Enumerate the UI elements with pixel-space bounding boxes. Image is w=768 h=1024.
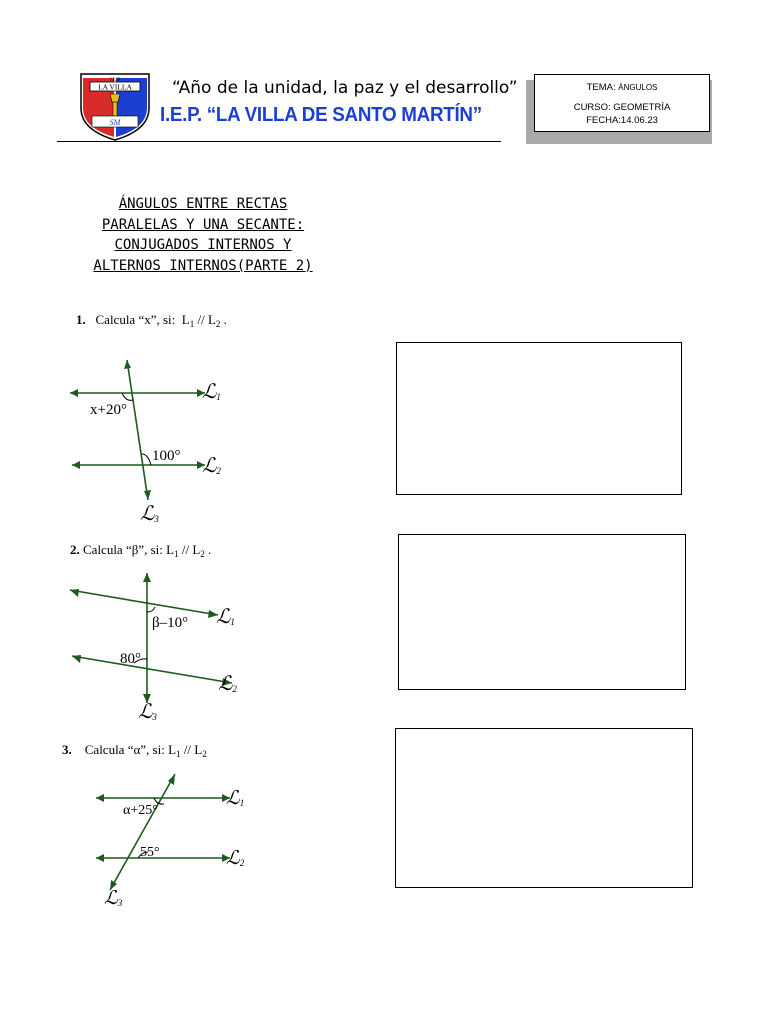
label-l1: ℒ1	[216, 606, 235, 628]
label-l1: ℒ1	[226, 788, 245, 809]
info-box	[534, 74, 710, 132]
logo-top-text: I.E.P	[110, 78, 120, 83]
label-l2: ℒ2	[202, 455, 221, 477]
problem-3-statement: 3. Calcula “α”, si: $L_1 // L_2$	[62, 742, 207, 759]
label-l3: ℒ3	[104, 888, 123, 909]
school-name: I.E.P. “LA VILLA DE SANTO MARTÍN”	[160, 104, 482, 126]
info-fecha: FECHA:14.06.23	[586, 115, 658, 126]
header-divider	[57, 141, 501, 142]
problem-2-statement: 2. Calcula “β”, si: $L_1 // L_2$ .	[70, 542, 212, 559]
logo-monogram: SM	[109, 118, 121, 127]
angle-label-bottom: 55°	[140, 845, 160, 860]
label-l2: ℒ2	[218, 673, 237, 695]
label-l3: ℒ3	[138, 701, 157, 723]
line-l3	[127, 360, 148, 500]
line-l2	[72, 656, 232, 683]
logo-banner-text: LA VILLA	[98, 82, 132, 92]
angle-label-bottom: 80°	[120, 651, 141, 667]
angle-label-top: x+20°	[90, 402, 127, 418]
problem-1-statement: 1. Calcula “x”, si: $L_1 // L_2$ .	[76, 312, 227, 329]
label-l2: ℒ2	[226, 848, 245, 869]
problem-number: 2.	[70, 542, 80, 557]
angle-arc-bottom	[142, 454, 151, 465]
answer-box-3[interactable]	[395, 728, 693, 888]
angle-arc-top	[147, 607, 155, 612]
info-curso: CURSO: GEOMETRÍA	[573, 102, 671, 113]
problem-text: Calcula “x”, si:	[95, 312, 176, 327]
problem-3-figure	[80, 772, 280, 912]
line-l3	[110, 774, 175, 890]
info-tema-label: TEMA:	[586, 82, 616, 93]
problem-1-figure	[60, 350, 250, 530]
problem-number: 3.	[62, 742, 72, 757]
angle-label-top: β–10°	[152, 615, 189, 631]
school-logo	[78, 70, 152, 142]
problem-number: 1.	[76, 312, 86, 327]
line-l1	[70, 590, 218, 615]
label-l1: ℒ1	[202, 381, 221, 403]
page-title: ÁNGULOS ENTRE RECTAS PARALELAS Y UNA SECANTE: CONJUGADOS INTERNOS Y ALTERNOS INTERNOS(PARTE 2)	[93, 196, 313, 274]
angle-label-top: α+25°	[123, 803, 158, 818]
problem-2-figure	[60, 568, 250, 728]
answer-box-1[interactable]	[396, 342, 682, 495]
label-l3: ℒ3	[140, 503, 159, 525]
info-tema	[535, 81, 709, 94]
info-tema-value: ÁNGULOS	[618, 83, 658, 92]
problem-text: Calcula “β”, si:	[83, 542, 163, 557]
logo-torch-icon	[110, 94, 120, 102]
answer-box-2[interactable]	[398, 534, 686, 690]
motto: “Año de la unidad, la paz y el desarrollo”	[172, 78, 518, 98]
problem-text: Calcula “α”, si:	[84, 742, 165, 757]
angle-label-bottom: 100°	[152, 448, 181, 464]
